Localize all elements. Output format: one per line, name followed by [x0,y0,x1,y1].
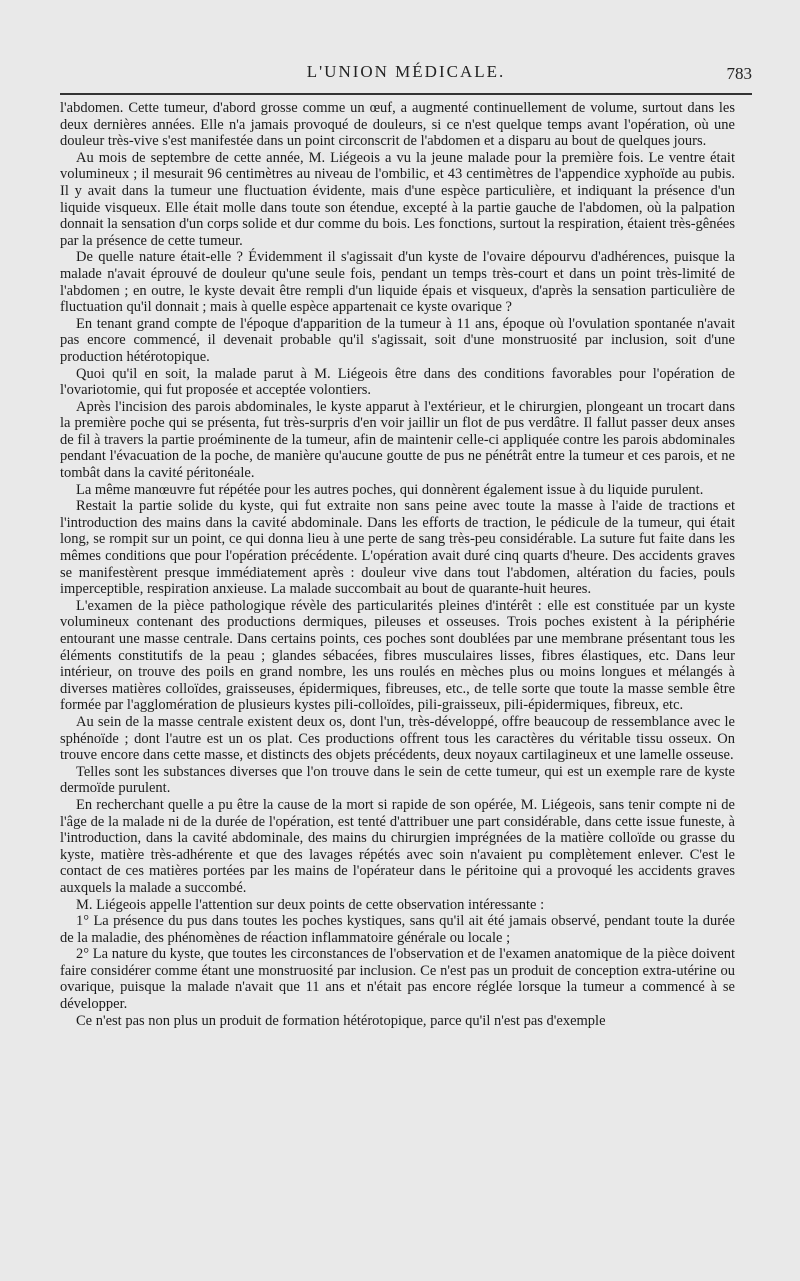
paragraph: En tenant grand compte de l'époque d'apparition de la tumeur à 11 ans, époque où l'ovulation spontanée n'avait pas encore commencé, il devenait probable qu'il s'agissait, soit d'une monstruosité par inclusion, soit d'une production hétérotopique. [60,315,735,365]
paragraph: De quelle nature était-elle ? Évidemment il s'agissait d'un kyste de l'ovaire dépourvu d'adhérences, puisque la malade n'avait éprouvé de douleur qu'une seule fois, pendant un temps très-court et dans un point très-limité de l'abdomen ; en outre, le kyste devait être rempli d'un liquide épais et visqueux, d'après la sensation particulière de fluctuation qu'il donnait ; mais à quelle espèce appartenait ce kyste ovarique ? [60,249,735,316]
header-rule [60,93,752,95]
paragraph: Restait la partie solide du kyste, qui fut extraite non sans peine avec toute la masse à l'aide de tractions et l'introduction des mains dans la cavité abdominale. Dans les efforts de traction, le pédicule de la tumeur, qui était long, se rompit sur un point, ce qui donna lieu à une perte de sang très-peu considérable. La suture fut faite dans les mêmes conditions que pour l'opération précédente. L'opération avait duré cinq quarts d'heure. Des accidents graves se manifestèrent presque immédiatement après : douleur vive dans tout l'abdomen, altération du facies, pouls imperceptible, respiration anxieuse. La malade succombait au bout de quarante-huit heures. [60,498,735,598]
paragraph: l'abdomen. Cette tumeur, d'abord grosse comme un œuf, a augmenté continuellement de volume, surtout dans les deux dernières années. Elle n'a jamais provoqué de douleurs, si ce n'est quelque temps avant l'opération, où une douleur très-vive s'est manifestée dans un point circonscrit de l'abdomen et a disparu au bout de quelques jours. [60,100,735,150]
list-item: 1° La présence du pus dans toutes les poches kystiques, sans qu'il ait été jamais observé, pendant toute la durée de la maladie, des phénomènes de réaction inflammatoire générale ou locale ; [60,913,735,946]
list-item: 2° La nature du kyste, que toutes les circonstances de l'observation et de l'examen anatomique de la pièce doivent faire considérer comme étant une monstruosité par inclusion. Ce n'est pas un produit de conception extra-utérine ou ovarique, puisque la malade n'avait que 11 ans et n'était pas encore réglée lorsque la tumeur a commencé à se développer. [60,946,735,1013]
paragraph: Au mois de septembre de cette année, M. Liégeois a vu la jeune malade pour la première fois. Le ventre était volumineux ; il mesurait 96 centimètres au niveau de l'ombilic, et 43 centimètres de l'appendice xyphoïde au pubis. Il y avait dans la tumeur une fluctuation évidente, mais d'une espèce particulière, et indiquant la présence d'un liquide visqueux. Elle était molle dans toute son étendue, excepté à la partie gauche de l'abdomen, où la palpation donnait la sensation d'un corps solide et dur comme du bois. Les fonctions, surtout la respiration, étaient très-gênées par la présence de cette tumeur. [60,149,735,249]
paragraph: Ce n'est pas non plus un produit de formation hétérotopique, parce qu'il n'est pas d'exemple [76,1012,606,1029]
paragraph: Quoi qu'il en soit, la malade parut à M. Liégeois être dans des conditions favorables pour l'opération de l'ovariotomie, qui fut proposée et acceptée volontiers. [60,365,735,399]
paragraph: M. Liégeois appelle l'attention sur deux points de cette observation intéressante : [76,896,545,913]
paragraph: Telles sont les substances diverses que l'on trouve dans le sein de cette tumeur, qui est un exemple rare de kyste dermoïde purulent. [60,763,735,797]
paragraph: En recherchant quelle a pu être la cause de la mort si rapide de son opérée, M. Liégeois, sans tenir compte ni de l'âge de la malade ni de la durée de l'opération, est tenté d'attribuer une part considérable, dans cette issue funeste, à l'introduction, dans la cavité abdominale, des mains du chirurgien imprégnées de la matière colloïde ou grasse du kyste, matière très-adhérente et que des lavages répétés avec soin n'avaient pu complètement enlever. C'est le contact de ces matières portées par les mains de l'opérateur dans le péritoine qui a provoqué les accidents graves auxquels la malade a succombé. [60,796,735,896]
page-number: 783 [726,64,752,83]
page-header [60,62,752,88]
article-body [60,100,735,1029]
paragraph: Après l'incision des parois abdominales, le kyste apparut à l'extérieur, et le chirurgien, plongeant un trocart dans la première poche qui se présenta, fut très-surpris d'en voir jaillir un flot de pus verdâtre. Il fallut passer deux anses de fil à travers la partie proéminente de la tumeur, afin de maintenir celle-ci appliquée contre les parois abdominales pendant l'évacuation de la poche, de manière qu'aucune goutte de pus ne pénétrât entre la tumeur et ces parois, et ne tombât dans la cavité péritonéale. [60,398,735,482]
paragraph: La même manœuvre fut répétée pour les autres poches, qui donnèrent également issue à du liquide purulent. [76,481,704,498]
paragraph: L'examen de la pièce pathologique révèle des particularités pleines d'intérêt : elle est constituée par un kyste volumineux contenant des productions dermiques, pileuses et osseuses. Trois poches existent à la périphérie entourant une masse centrale. Dans certains points, ces poches sont doublées par une membrane présentant tous les éléments constitutifs de la peau ; glandes sébacées, fibres musculaires lisses, fibres élastiques, etc. Dans leur intérieur, on trouve des poils en grand nombre, les uns roulés en mèches plus ou moins longues et mélangés à diverses matières colloïdes, graisseuses, épidermiques, fibreuses, etc., de telle sorte que toute la masse semble être formée par l'agglomération de plusieurs kystes pili-colloïdes, pili-graisseux, pili-épidermiques, fibreux, etc. [60,597,735,714]
running-title: L'UNION MÉDICALE. [306,62,506,81]
paragraph: Au sein de la masse centrale existent deux os, dont l'un, très-développé, offre beaucoup de ressemblance avec le sphénoïde ; dont l'autre est un os plat. Ces productions offrent tous les caractères du véritable tissu osseux. On trouve encore dans cette masse, et distincts des objets précédents, deux noyaux cartilagineux et une lamelle osseuse. [60,713,735,764]
